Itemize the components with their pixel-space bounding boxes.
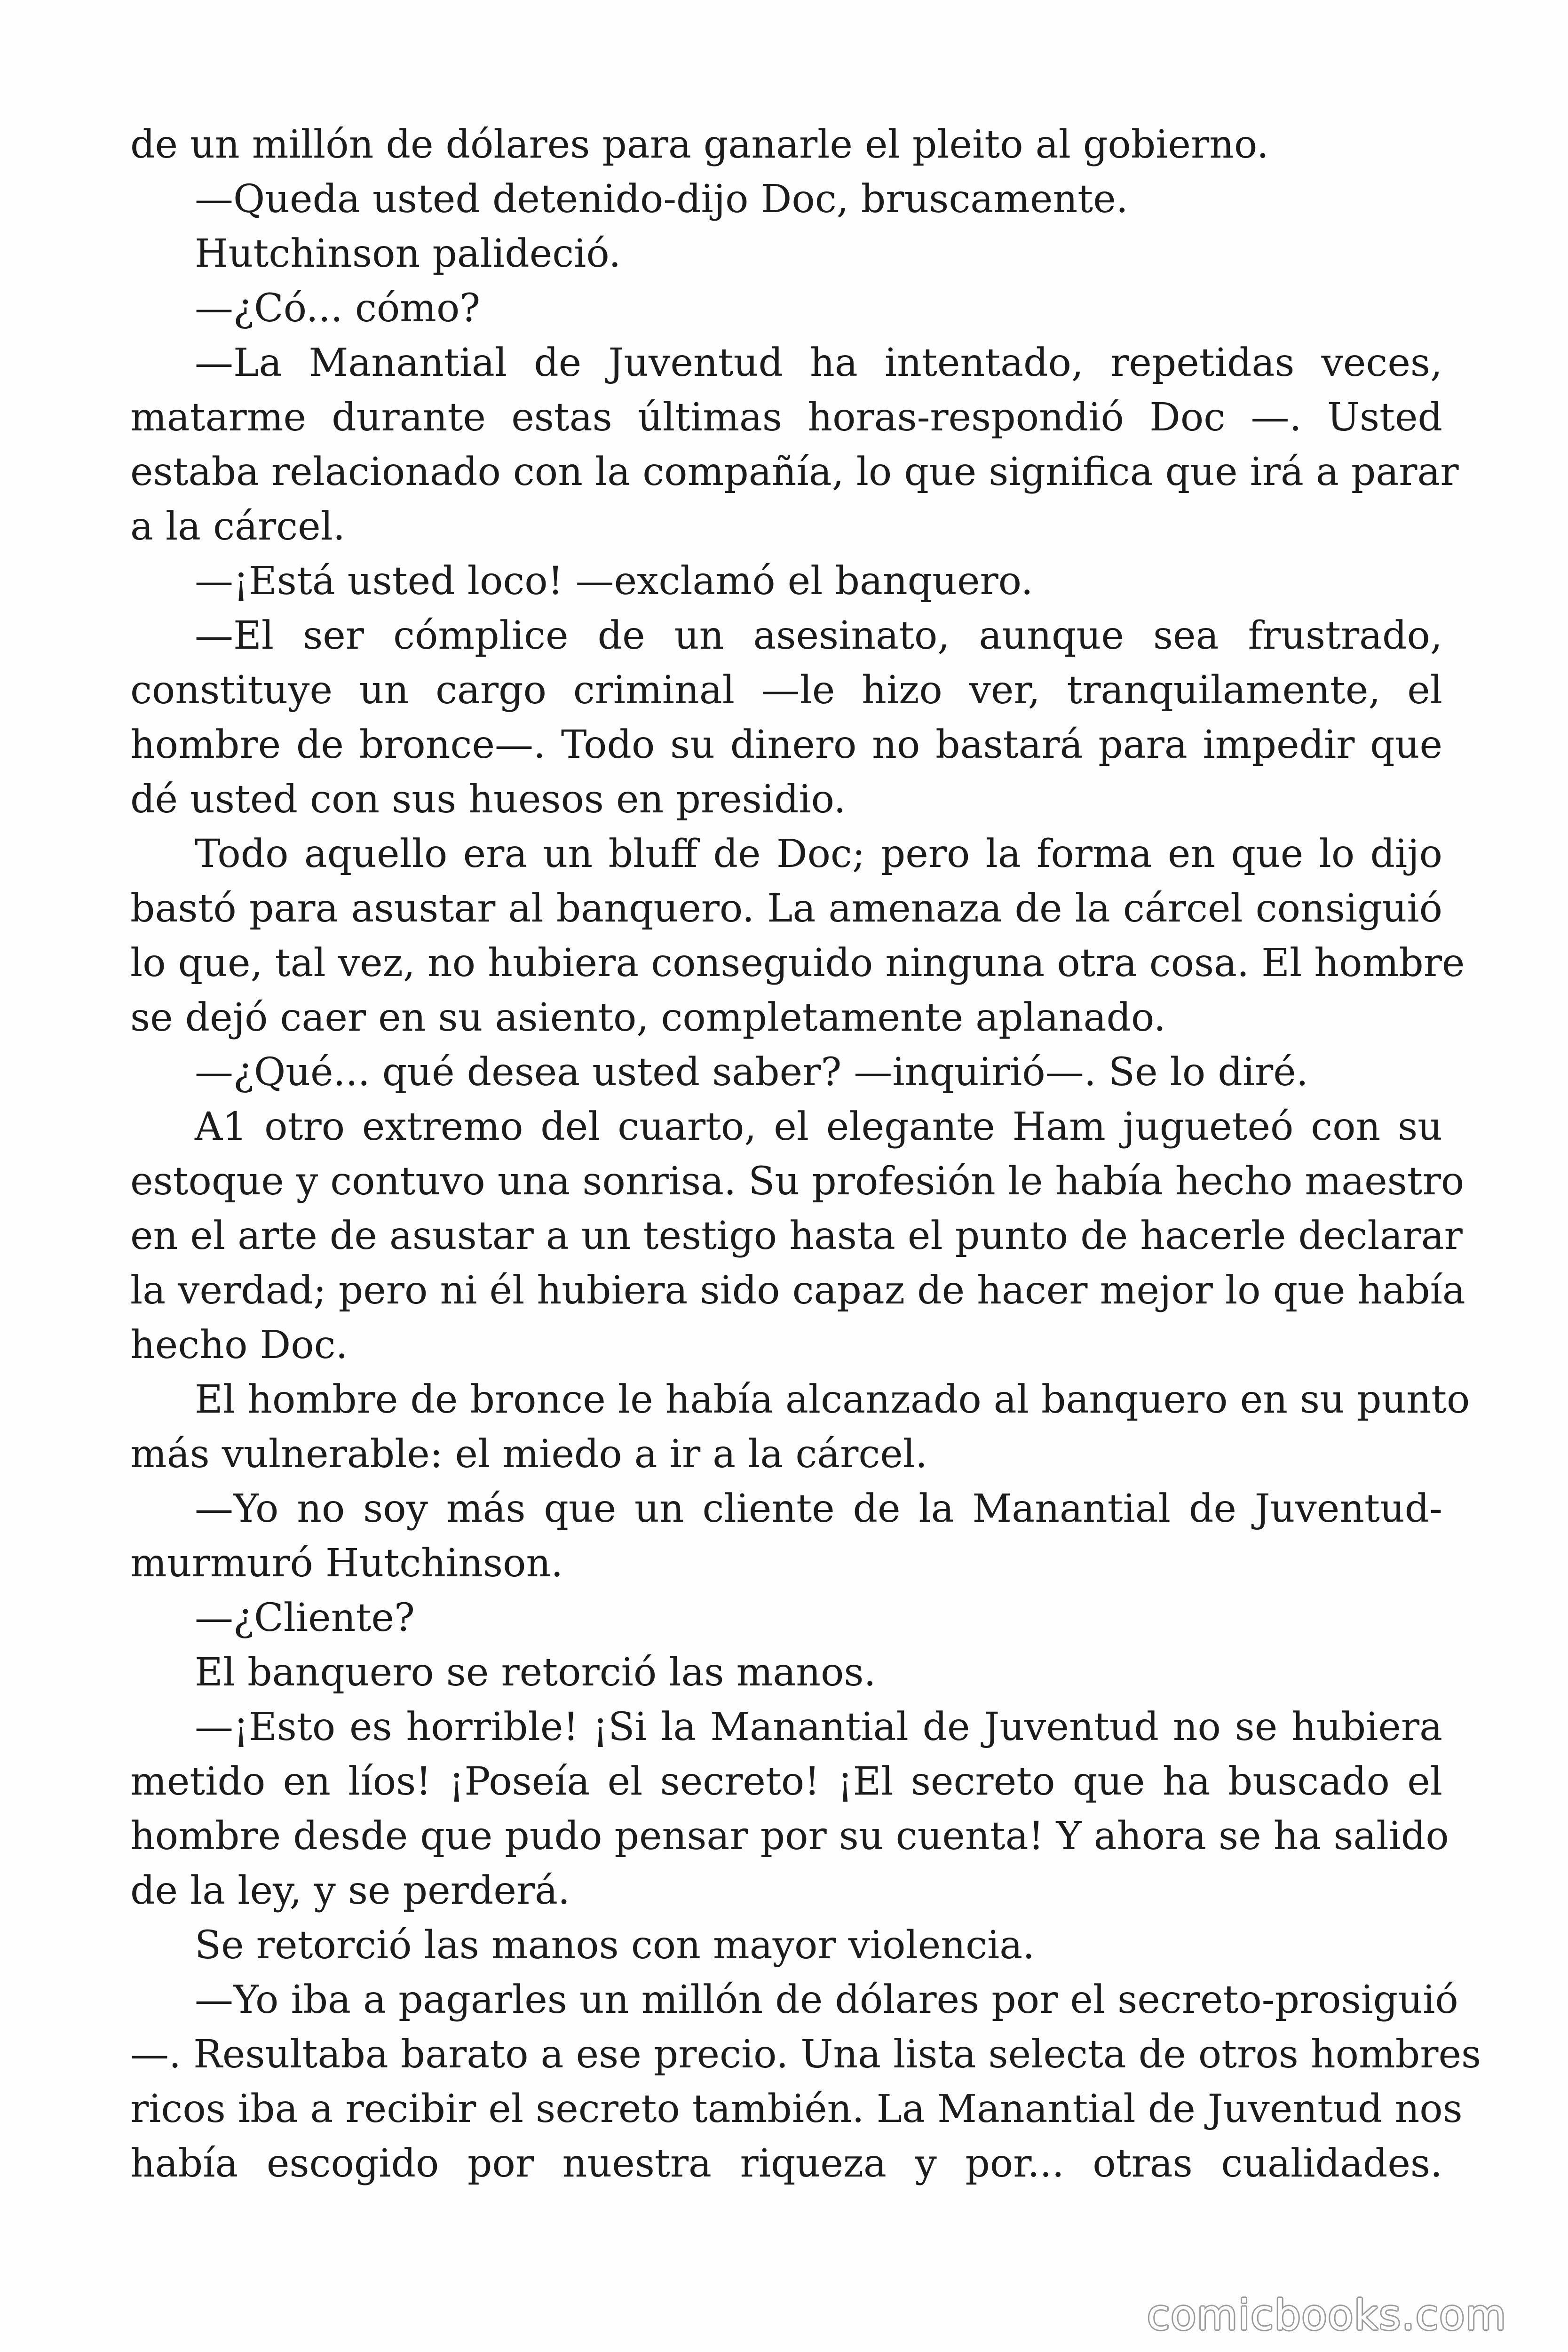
text-line: —Queda usted detenido-dijo Doc, bruscamente.	[195, 177, 1128, 222]
text-line: A1 otro extremo del cuarto, el elegante Ham jugueteó con su	[195, 1104, 1442, 1149]
text-line: El banquero se retorció las manos.	[195, 1650, 876, 1695]
text-line: estaba relacionado con la compañía, lo que significa que irá a parar	[130, 450, 1459, 494]
text-line: matarme durante estas últimas horas-respondió Doc —. Usted	[130, 395, 1442, 440]
text-line: se dejó caer en su asiento, completamente aplanado.	[130, 995, 1166, 1040]
text-line: Se retorció las manos con mayor violencia.	[195, 1923, 1035, 1968]
text-line: la verdad; pero ni él hubiera sido capaz de hacer mejor lo que había	[130, 1268, 1465, 1313]
text-line: —¡Esto es horrible! ¡Si la Manantial de Juventud no se hubiera	[195, 1705, 1442, 1749]
text-line: —Yo no soy más que un cliente de la Manantial de Juventud-	[195, 1486, 1442, 1531]
text-line: murmuró Hutchinson.	[130, 1541, 563, 1586]
text-line: —¿Qué... qué desea usted saber? —inquirió—. Se lo diré.	[195, 1050, 1308, 1095]
text-line: hombre desde que pudo pensar por su cuenta! Y ahora se ha salido	[130, 1814, 1449, 1859]
text-line: de un millón de dólares para ganarle el pleito al gobierno.	[130, 122, 1269, 167]
text-line: lo que, tal vez, no hubiera conseguido ninguna otra cosa. El hombre	[130, 941, 1465, 985]
text-line: Todo aquello era un bluff de Doc; pero la forma en que lo dijo	[195, 832, 1442, 876]
text-line: dé usted con sus huesos en presidio.	[130, 777, 846, 822]
text-line: de la ley, y se perderá.	[130, 1868, 570, 1913]
text-line: había escogido por nuestra riqueza y por... otras cualidades.	[130, 2141, 1442, 2186]
text-line: bastó para asustar al banquero. La amenaza de la cárcel consiguió	[130, 886, 1442, 931]
text-line: en el arte de asustar a un testigo hasta el punto de hacerle declarar	[130, 1214, 1463, 1258]
text-line: —Yo iba a pagarles un millón de dólares por el secreto-prosiguió	[195, 1978, 1458, 2022]
text-line: hombre de bronce—. Todo su dinero no bastará para impedir que	[130, 723, 1442, 767]
text-line: más vulnerable: el miedo a ir a la cárcel.	[130, 1432, 928, 1477]
text-line: —¡Está usted loco! —exclamó el banquero.	[195, 559, 1033, 604]
text-line: —¿Cliente?	[195, 1596, 415, 1640]
text-line: —. Resultaba barato a ese precio. Una lista selecta de otros hombres	[130, 2032, 1481, 2077]
text-line: —¿Có... cómo?	[195, 286, 481, 331]
text-line: ricos iba a recibir el secreto también. La Manantial de Juventud nos	[130, 2087, 1463, 2131]
text-line: constituye un cargo criminal —le hizo ver, tranquilamente, el	[130, 668, 1442, 713]
text-line: hecho Doc.	[130, 1323, 348, 1367]
text-line: estoque y contuvo una sonrisa. Su profesión le había hecho maestro	[130, 1159, 1465, 1204]
text-line: Hutchinson palideció.	[195, 231, 621, 276]
text-line: metido en líos! ¡Poseía el secreto! ¡El secreto que ha buscado el	[130, 1759, 1442, 1804]
text-line: —La Manantial de Juventud ha intentado, repetidas veces,	[195, 341, 1442, 385]
text-line: El hombre de bronce le había alcanzado al banquero en su punto	[195, 1377, 1470, 1422]
book-page-text	[130, 118, 1481, 2191]
text-line: —El ser cómplice de un asesinato, aunque sea frustrado,	[195, 613, 1442, 658]
watermark-logo: comicbooks.com	[1147, 2291, 1507, 2339]
text-line: a la cárcel.	[130, 504, 345, 549]
